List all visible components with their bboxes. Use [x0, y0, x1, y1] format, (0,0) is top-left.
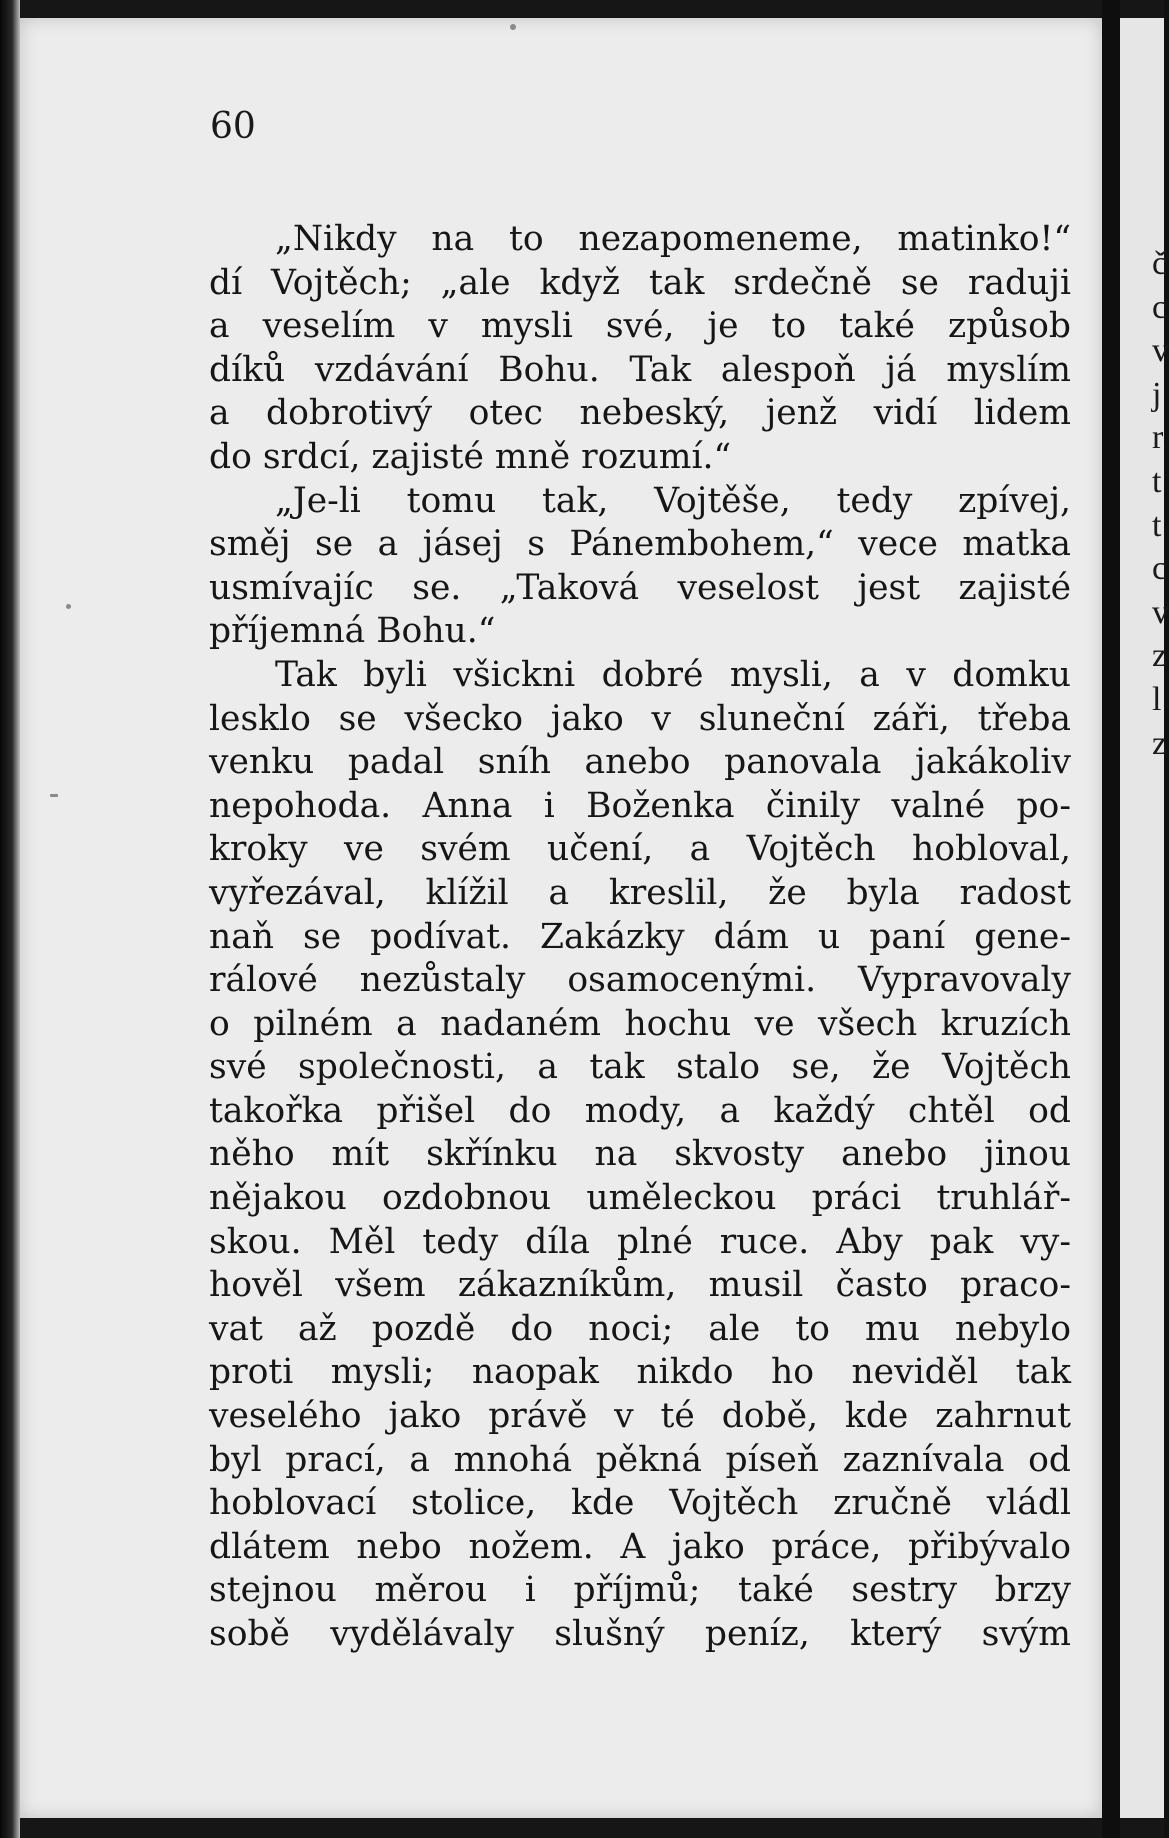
text-line: usmívajíc se. „Taková veselost jest zajisté [209, 567, 1071, 608]
text-line: příjemná Bohu.“ [209, 611, 496, 652]
adjacent-page-glyphs [1152, 242, 1169, 765]
text-line: lesklo se všecko jako v sluneční záři, třeba [209, 698, 1071, 739]
adjacent-page-glyph: z [1152, 637, 1168, 675]
text-line: do srdcí, zajisté mně rozumí.“ [209, 436, 732, 477]
adjacent-page-glyph: l [1152, 680, 1162, 718]
adjacent-page-glyph: t [1152, 462, 1162, 500]
text-line: díků vzdávání Bohu. Tak alespoň já myslím [209, 349, 1071, 390]
text-line: a veselím v mysli své, je to také způsob [209, 306, 1071, 347]
adjacent-page-glyph: č [1152, 245, 1168, 282]
text-line: vat až pozdě do noci; ale to mu nebylo [209, 1308, 1071, 1349]
text-line: směj se a jásej s Pánembohem,“ vece matka [209, 524, 1071, 565]
paper-speck [50, 794, 58, 797]
adjacent-page-glyph: c [1152, 550, 1168, 588]
page-number: 60 [210, 106, 256, 147]
text-line: sobě vydělávaly slušný peníz, který svým [209, 1614, 1071, 1654]
text-line: nepohoda. Anna i Boženka činily valné po- [209, 785, 1071, 826]
text-line: stejnou měrou i příjmů; také sestry brzy [209, 1570, 1071, 1611]
text-line: hověl všem zákazníkům, musil často praco- [209, 1265, 1071, 1306]
text-line: rálové nezůstaly osamocenými. Vypravovaly [209, 960, 1071, 1001]
text-line: nějakou ozdobnou uměleckou práci truhlář- [209, 1178, 1071, 1219]
text-line: dlátem nebo nožem. A jako práce, přibývalo [209, 1526, 1071, 1567]
book-edge-shadow [0, 0, 20, 1838]
adjacent-page-edge [1120, 18, 1169, 1818]
adjacent-page-glyph: t [1152, 506, 1162, 544]
text-line: proti mysli; naopak nikdo ho neviděl tak [209, 1352, 1071, 1393]
text-line: dí Vojtěch; „ale když tak srdečně se raduji [209, 262, 1071, 303]
text-line: hoblovací stolice, kde Vojtěch zručně vládl [209, 1483, 1071, 1524]
adjacent-page-glyph: j [1152, 375, 1162, 413]
book-page [20, 18, 1102, 1818]
adjacent-page-glyph: v [1152, 593, 1169, 631]
adjacent-page-glyph: v [1152, 332, 1169, 370]
adjacent-page-glyph: c [1152, 288, 1168, 326]
text-line: Tak byli všickni dobré mysli, a v domku [275, 654, 1071, 695]
page-text [209, 218, 1071, 1657]
text-line: kroky ve svém učení, a Vojtěch hobloval, [209, 829, 1071, 870]
text-line: byl prací, a mnohá pěkná píseň zaznívala od [209, 1439, 1071, 1480]
text-line: „Je-li tomu tak, Vojtěše, tedy zpívej, [275, 480, 1071, 521]
text-line: „Nikdy na to nezapomeneme, matinko!“ [275, 219, 1071, 259]
text-line: naň se podívat. Zakázky dám u paní gene- [209, 916, 1071, 957]
paper-speck [510, 24, 516, 30]
paper-speck [66, 604, 71, 609]
page-gutter [1102, 0, 1120, 1838]
text-line: něho mít skřínku na skvosty anebo jinou [209, 1134, 1071, 1175]
adjacent-page-glyph: r [1152, 419, 1164, 457]
text-line: své společnosti, a tak stalo se, že Vojtěch [209, 1047, 1071, 1088]
text-line: skou. Měl tedy díla plné ruce. Aby pak vy- [209, 1221, 1071, 1262]
text-line: venku padal sníh anebo panovala jakákoliv [209, 742, 1071, 783]
text-line: takořka přišel do mody, a každý chtěl od [209, 1090, 1071, 1131]
text-line: o pilném a nadaném hochu ve všech kruzích [209, 1003, 1071, 1044]
text-line: vyřezával, klížil a kreslil, že byla radost [209, 872, 1071, 913]
text-line: a dobrotivý otec nebeský, jenž vidí lidem [209, 393, 1071, 434]
adjacent-page-glyph: z [1152, 724, 1168, 762]
text-line: veselého jako právě v té době, kde zahrnut [209, 1396, 1071, 1437]
